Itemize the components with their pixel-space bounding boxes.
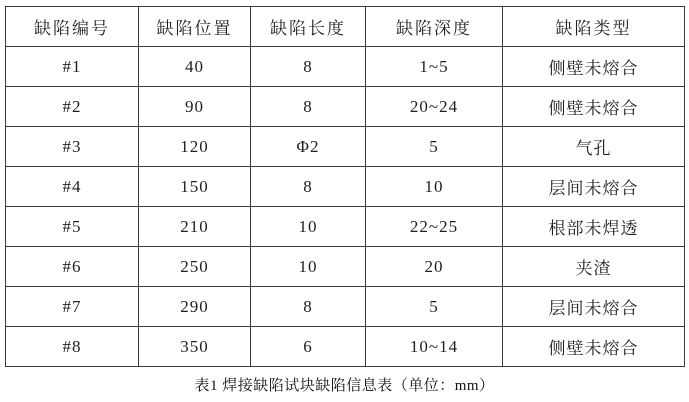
table-cell: 8 [251,47,366,87]
table-cell: 350 [139,327,251,367]
table-body [6,47,685,367]
table-cell: 8 [251,287,366,327]
table-cell: #7 [6,287,139,327]
table-row [6,167,685,207]
table-row [6,247,685,287]
table-cell: 5 [366,287,503,327]
table-cell: 6 [251,327,366,367]
table-cell: #5 [6,207,139,247]
table-cell: 层间未熔合 [503,287,685,327]
header-defect-id: 缺陷编号 [6,7,139,47]
table-cell: 90 [139,87,251,127]
table-cell: 气孔 [503,127,685,167]
table-cell: #6 [6,247,139,287]
table-row [6,47,685,87]
table-cell: 20 [366,247,503,287]
table-cell: 8 [251,167,366,207]
table-row [6,327,685,367]
table-cell: 5 [366,127,503,167]
table-cell: 40 [139,47,251,87]
table-cell: #8 [6,327,139,367]
table-cell: #3 [6,127,139,167]
table-cell: 10 [251,247,366,287]
table-cell: 150 [139,167,251,207]
table-cell: 20~24 [366,87,503,127]
table-cell: 22~25 [366,207,503,247]
table-cell: 夹渣 [503,247,685,287]
table-cell: 290 [139,287,251,327]
table-cell: 8 [251,87,366,127]
table-header-row [6,7,685,47]
table-cell: 10~14 [366,327,503,367]
header-defect-length: 缺陷长度 [251,7,366,47]
table-cell: 侧壁未熔合 [503,47,685,87]
table-cell: 层间未熔合 [503,167,685,207]
table-cell: 侧壁未熔合 [503,87,685,127]
table-cell: #4 [6,167,139,207]
table-row [6,87,685,127]
table-cell: 侧壁未熔合 [503,327,685,367]
table-cell: Φ2 [251,127,366,167]
table-cell: #1 [6,47,139,87]
weld-defect-table [5,6,685,367]
table-cell: 10 [251,207,366,247]
table-cell: #2 [6,87,139,127]
table-cell: 250 [139,247,251,287]
table-cell: 120 [139,127,251,167]
table-row [6,207,685,247]
table-cell: 根部未焊透 [503,207,685,247]
header-defect-depth: 缺陷深度 [366,7,503,47]
table-row [6,287,685,327]
table-caption: 表1 焊接缺陷试块缺陷信息表（单位：mm） [194,378,495,394]
table-cell: 10 [366,167,503,207]
table-row [6,127,685,167]
table-cell: 1~5 [366,47,503,87]
header-defect-type: 缺陷类型 [503,7,685,47]
header-defect-position: 缺陷位置 [139,7,251,47]
table-cell: 210 [139,207,251,247]
